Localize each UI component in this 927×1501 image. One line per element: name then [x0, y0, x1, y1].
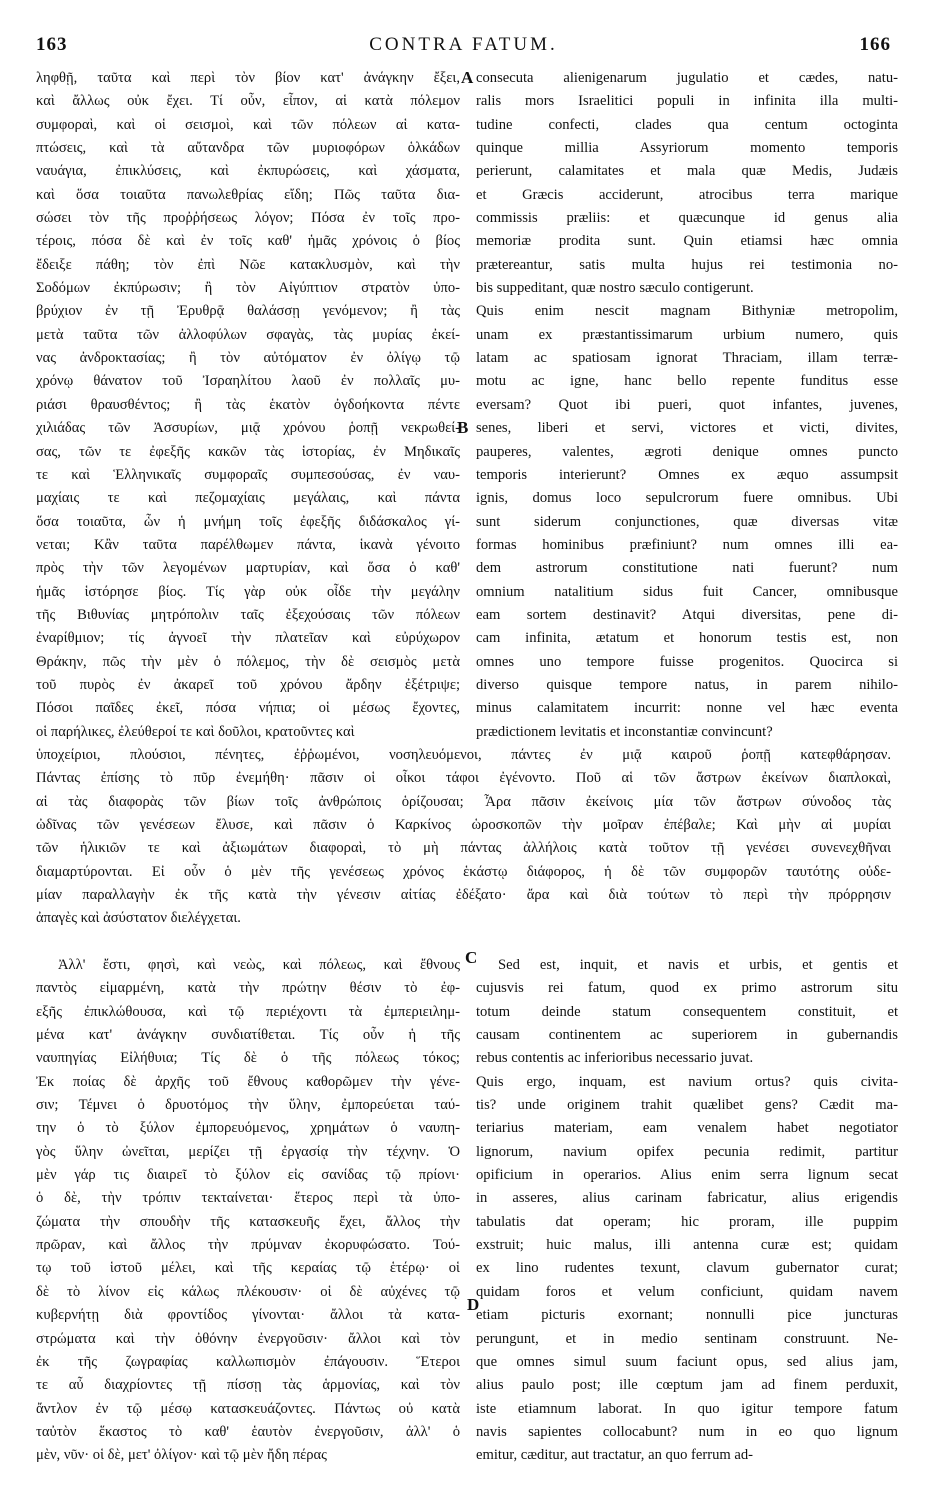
text-line: perierunt, calamitates et mala quæ Medis, Judæis	[476, 163, 898, 180]
text-line: πρὸς τὴν τῶν λεγομένων μαρτυρίαν, καὶ ὅσα ὁ καθ'	[36, 560, 460, 577]
text-line: νας ἀνδροκτασίας; ἢ τὸν αὐτόματον ἐν ὀλίγῳ τῷ	[36, 350, 460, 367]
text-line: ἀπαγὲς καὶ ἀσύστατον διελέγχεται.	[36, 910, 241, 927]
text-line: ριάσι θραυσθέντος; ἢ τὰς ἑκατὸν ὀγδοήκοντα πέντε	[36, 396, 460, 413]
text-line: Θράκην, πῶς τὴν μὲν ὁ πόλεμος, τὴν δὲ σεισμὸς μετὰ	[36, 653, 460, 670]
text-line: τοῦ πυρὸς ἐν ἀκαρεῖ τοῦ χρόνου ἄρδην ἐξέτριψε;	[36, 676, 460, 693]
text-line: Quis ergo, inquam, est navium ortus? quis civita-	[476, 1073, 898, 1090]
text-line: Πάντας ἐπίσης τὸ πῦρ ἐνεμήθη· πᾶσιν οἱ οἶκοι τάφοι ἐγένοντο. Ποῦ αἱ τῶν ἄστρων ἐκείνων διαπλοκαὶ,	[36, 770, 891, 787]
text-line: motu ac igne, hanc bello repente funditus esse	[476, 373, 898, 390]
text-line: eversam? Quot ibi pueri, quot infantes, juvenes,	[476, 396, 898, 413]
text-line: στρώματα καὶ τὴν ὀθόνην ἐνεργοῦσιν· ἄλλοι καὶ τὸν	[36, 1330, 460, 1347]
text-line: Sed est, inquit, et navis et urbis, et gentis et	[498, 957, 898, 973]
text-line: que omnes simul suum faciunt opus, sed alius jam,	[476, 1353, 898, 1370]
text-line: lignorum, navium opifex pecunia redimit, partitur	[476, 1143, 898, 1160]
text-line: tis? unde originem trahit quælibet gens? Cædit ma-	[476, 1097, 898, 1114]
text-line: opificium in operarios. Alius enim serra lignum secat	[476, 1167, 898, 1184]
text-line: τε καὶ Ἑλληνικαῖς συμφοραῖς συμπεσούσας, ἐν ναυ-	[36, 466, 460, 483]
text-line: memoriæ prodita sunt. Quin etiamsi hæc omnia	[476, 233, 898, 250]
running-title: CONTRA FATUM.	[369, 34, 558, 55]
text-line: cujusvis rei fatum, quod ex primo astrorum situ	[476, 980, 898, 997]
text-line: μετὰ ταῦτα τῶν ἀλλοφύλων σφαγὰς, τὰς μυρίας ἐκεί-	[36, 326, 460, 343]
text-line: χιλιάδας τῶν Ἀσσυρίων, μιᾷ χρόνου ῥοπῇ νεκρωθεί-	[36, 420, 460, 437]
text-line: exstruit; huic malus, illi antenna curæ est; quidam	[476, 1237, 898, 1254]
text-line: perungunt, et in medio sentinam construunt. Ne-	[476, 1330, 898, 1347]
text-line: τῳ τοῦ ἱστοῦ μέλει, καὶ τῆς κεραίας τῷ ἑτέρῳ· οἱ	[36, 1260, 460, 1277]
text-line: rebus contentis ac inferioribus necessario juvat.	[476, 1050, 754, 1067]
text-line: ἔδειξε πάθη; τὸν ἐπὶ Νῶε κατακλυσμὸν, καὶ τὴν	[36, 256, 460, 273]
text-line: ὁ δὲ, τὴν τρόπιν τεκταίνεται· ἕτερος περὶ τὰ ὑπο-	[36, 1190, 460, 1207]
greek-full-width-block	[36, 744, 891, 931]
text-line: ἐκ τῆς ζωγραφίας καλλωπισμὸν ἐπάγουσιν. Ἕτεροι	[36, 1353, 460, 1370]
section-marker-a: A	[461, 68, 474, 87]
text-line: navis sapientes collocabunt? num in eo quo lignum	[476, 1423, 898, 1440]
text-line: μὲν, νῦν· οἱ δὲ, μετ' ὀλίγον· καὶ τῷ μὲν ἤδη πέρας	[36, 1447, 327, 1464]
text-line: in asseres, alius carinam fabricatur, alius erigendis	[476, 1190, 898, 1207]
section-marker-c: C	[465, 948, 478, 967]
text-line: senes, liberi et servi, victores et victi, divites,	[476, 420, 898, 437]
text-line: γὸς ὕλην ὠνεῖται, μερίζει τῇ ἐργασίᾳ τὴν τέχνην. Ὁ	[36, 1143, 460, 1160]
text-line: μένα κατ' ἀνάγκην συνδιατίθεται. Τίς οὖν ἡ τῆς	[36, 1027, 460, 1044]
text-line: totum deinde statum consequentem constituit, et	[476, 1003, 898, 1020]
text-line: χρόνῳ θάνατον τοῦ Ἰσραηλίτου λαοῦ ἐν πολλαῖς μυ-	[36, 373, 460, 390]
text-line: omnium natalitium sidus fuit Cancer, omnibusque	[476, 583, 898, 600]
text-line: καὶ ἄλλως οὐκ ἔχει. Τί οὖν, εἶπον, αἱ κατὰ πόλεμον	[36, 93, 460, 110]
text-line: teriarius materiam, eam venalem habet negotiator	[476, 1120, 898, 1137]
text-line: Πόσοι παῖδες ἐκεῖ, πόσα νήπια; οἱ μέσως ἔχοντες,	[36, 700, 460, 717]
text-line: alius paulo post; ille cœptum jam ad finem perduxit,	[476, 1377, 898, 1394]
text-line: τῆς Βιθυνίας μητρόπολιν ταῖς ἐξεχούσαις τῶν πόλεων	[36, 606, 460, 623]
text-line: tabulatis dat operam; hic proram, ille puppim	[476, 1213, 898, 1230]
text-line: iste etiamnum laborat. In quo igitur tempore fatum	[476, 1400, 898, 1417]
text-line: την ὁ τὸ ξύλον ἐμπορευόμενος, χρημάτων ὁ ναυπη-	[36, 1120, 460, 1137]
text-line: αἱ τὰς διαφορὰς τῶν βίων τοῖς ἀνθρώποις ὁρίζουσαι; Ἆρα πᾶσιν ἐκείνοις μία τῶν ἄστρων σύνοδος τὰς	[36, 793, 891, 810]
text-line: πτώσεις, καὶ τὰ αὔτανδρα τῶν μυριοφόρων ὁλκάδων	[36, 140, 460, 157]
greek-column-bottom	[36, 954, 460, 1468]
text-line: ταὐτὸν ἕκαστος τὸ καθ' ἑαυτὸν ἐνεργοῦσιν, ἀλλ' ὁ	[36, 1423, 460, 1440]
latin-column-top	[476, 67, 898, 744]
text-line: ναυπηγίας Εἰλήθυια; Τίς δὲ ὁ τῆς πόλεως τόκος;	[36, 1050, 460, 1067]
text-line: minus calamitatem incurrit: nonne vel hæc eventa	[476, 700, 898, 717]
text-line: τε αὖ διαχρίοντες τῇ πίσσῃ τὰς ἁρμονίας, καὶ τὸν	[36, 1377, 460, 1394]
text-line: pauperes, valentes, ægroti denique omnes puncto	[476, 443, 898, 460]
text-line: etiam picturis exornant; nonnulli pice juncturas	[476, 1307, 898, 1324]
text-line: κυβερνήτῃ διὰ φροντίδος γίνονται· ἄλλοι τὰ κατα-	[36, 1307, 460, 1324]
text-line: οἱ παρήλικες, ἐλεύθεροί τε καὶ δοῦλοι, κρατοῦντες καὶ	[36, 723, 355, 740]
text-line: emitur, cæditur, aut tractatur, an quo ferrum ad-	[476, 1447, 754, 1464]
latin-column-bottom	[476, 954, 898, 1468]
left-page-number: 163	[36, 34, 68, 55]
text-line: sunt siderum conjunctiones, quæ diversas vitæ	[476, 513, 898, 530]
text-line: πρῶραν, καὶ ἄλλος τὴν πρύμναν ἐκορυφώσατο. Τού-	[36, 1237, 460, 1254]
text-line: unam ex præstantissimarum urbium numero, quis	[476, 326, 898, 343]
right-page-number: 166	[859, 34, 891, 55]
text-line: σιν; Τέμνει ὁ δρυοτόμος τὴν ὕλην, ἐμπορεύεται ταύ-	[36, 1097, 460, 1114]
text-line: quinque millia Assyriorum momento temporis	[476, 140, 898, 157]
text-line: παντὸς εἱμαρμένη, κατὰ τὴν πρώτην θέσιν τὸ ἐφ-	[36, 980, 460, 997]
greek-column-top	[36, 67, 460, 744]
text-line: ναυάγια, ἐπικλύσεις, καὶ ἐκπυρώσεις, καὶ χάσματα,	[36, 163, 460, 180]
text-line: καὶ ὅσα τοιαῦτα πανωλεθρίας εἴδη; Πῶς ταῦτα δια-	[36, 186, 460, 203]
text-line: ralis mors Israelitici populi in infinita illa multi-	[476, 93, 898, 110]
text-line: σας, τῶν τε ἐφεξῆς κακῶν τὰς ἱστορίας, ἐν Μηδικαῖς	[36, 443, 460, 460]
text-line: ληφθῇ, ταῦτα καὶ περὶ τὸν βίον κατ' ἀνάγκην ἔξει,	[36, 70, 460, 86]
section-marker-d: D	[467, 1295, 480, 1314]
section-marker-b: B	[457, 418, 469, 437]
text-line: δὲ τὸ λίνον εἰς κάλως πλέκουσιν· οἱ δὲ αὐχένες τῷ	[36, 1283, 460, 1300]
text-line: causam continentem ac superiorem in gubernandis	[476, 1027, 898, 1044]
text-line: eam sortem destinavit? Atqui diversitas, pene di-	[476, 606, 898, 623]
text-line: commissis præliis: et quæcunque id genus alia	[476, 210, 898, 227]
text-line: formas hominibus præfiniunt? num omnes illi ea-	[476, 536, 898, 553]
text-line: bis suppeditant, quæ nostro sæculo contigerunt.	[476, 280, 754, 297]
text-line: et Græcis acciderunt, atrocibus terra marique	[476, 186, 898, 203]
text-line: συμφοραὶ, καὶ οἱ σεισμοὶ, καὶ τῶν πόλεων αἱ κατα-	[36, 116, 460, 133]
text-line: tudine confecti, clades qua centum octoginta	[476, 116, 898, 133]
text-line: dem astrorum constitutione nati fuerunt? num	[476, 560, 898, 577]
text-line: ὅσα τοιαῦτα, ὧν ἡ μνήμη τοῖς ἐφεξῆς διδάσκαλος γί-	[36, 513, 460, 530]
text-line: μίαν παραλλαγὴν ἐκ τῆς κατὰ τὴν γένεσιν αἰτίας ἐδέξατο· ἄρα καὶ διὰ τούτων τὸ περὶ τὴν πρόρρησιν	[36, 887, 891, 904]
text-line: quidam foros et velum conficiunt, quidam navem	[476, 1283, 898, 1300]
text-line: μὲν γάρ τις διαιρεῖ τὸ ξύλον εἰς σανίδας τῷ πρίονι·	[36, 1167, 460, 1184]
text-line: ἄντλον ἐν τῷ μέσῳ κατασκευάζοντες. Πάντως οὐ κατὰ	[36, 1400, 460, 1417]
text-line: consecuta alienigenarum jugulatio et cædes, natu-	[476, 70, 898, 86]
text-line: temporis interierunt? Omnes ex æquo assumpsit	[476, 466, 898, 483]
text-line: ὠδῖνας τῶν γενέσεων ἔλυσε, καὶ πᾶσιν ὁ Καρκίνος ὡροσκοπῶν τὴν μοῖραν ἐπέβαλε; Καὶ μὴν αἱ μυρίαι	[36, 817, 891, 834]
text-line: omnes uno tempore fuisse progenitos. Quocirca si	[476, 653, 898, 670]
text-line: prætereantur, satis multa hujus rei testimonia no-	[476, 256, 898, 273]
text-line: μαχίαις τε καὶ πεζομαχίαις μεγάλαις, καὶ πάντα	[36, 490, 460, 507]
text-line: διαμαρτύρονται. Εἰ οὖν ὁ μὲν τῆς γενέσεως χρόνος ἑκάστῳ διάφορος, ἡ δὲ τῶν συμφορῶν ταυτότης οὐδε-	[36, 863, 891, 880]
text-line: ζώματα τὴν σπουδὴν τῆς κατασκευῆς ἔχει, ἄλλος τὴν	[36, 1213, 460, 1230]
text-line: ἡμᾶς ἱστόρησε βίος. Τίς γὰρ οὐκ οἶδε τὴν μεγάλην	[36, 583, 460, 600]
text-line: ἐναρίθμιον; τίς ἀγνοεῖ τὴν πλατεῖαν καὶ εὐρύχωρον	[36, 630, 460, 647]
text-line: σώσει τὸν τῆς προῤῥήσεως λόγον; Πόσα ἐν τοῖς προ-	[36, 210, 460, 227]
text-line: Quis enim nescit magnam Bithyniæ metropolim,	[476, 303, 898, 320]
text-line: Ἀλλ' ἔστι, φησὶ, καὶ νεὼς, καὶ πόλεως, καὶ ἔθνους	[58, 957, 460, 973]
text-line: ex lino rudentes texunt, clavum gubernator curat;	[476, 1260, 898, 1277]
text-line: diverso quisque tempore natus, in parem nihilo-	[476, 676, 898, 693]
text-line: τέροις, πόσα δὲ καὶ ἐν τοῖς καθ' ἡμᾶς χρόνοις ὁ βίος	[36, 233, 460, 250]
text-line: ignis, domus loco sepulcrorum fuere omnibus. Ubi	[476, 490, 898, 507]
text-line: Ἐκ ποίας δὲ ἀρχῆς τοῦ ἔθνους καθορῶμεν τὴν γένε-	[36, 1073, 460, 1090]
text-line: prædictionem levitatis et inconstantiæ convincunt?	[476, 723, 773, 740]
text-line: νεται; Κἂν ταῦτα παρέλθωμεν πάντα, ἱκανὰ γένοιτο	[36, 536, 460, 553]
text-line: βρύχιον ἐν τῇ Ἐρυθρᾷ θαλάσσῃ γενόμενον; ἢ τὰς	[36, 303, 460, 320]
text-line: latam ac spatiosam ignorat Thraciam, illam terræ-	[476, 350, 898, 367]
text-line: εξῆς ἐπικλώθουσα, καὶ τῷ περιέχοντι τὰ ἐμπεριειλημ-	[36, 1003, 460, 1020]
text-line: ὑποχείριοι, πλούσιοι, πένητες, ἐῤῥωμένοι, νοσηλευόμενοι, πάντες ἐν μιᾷ καιροῦ ῥοπῇ κατεφθάρησαν.	[36, 747, 891, 763]
text-line: cam infinita, ætatum et honorum testis est, non	[476, 630, 898, 647]
text-line: Σοδόμων ἐκπύρωσιν; ἢ τὸν Αἰγύπτιον στρατὸν ὑπο-	[36, 280, 460, 297]
text-line: τῶν ἡλικιῶν τε καὶ ἀξιωμάτων διαφοραὶ, τὸ μὴ πάντας ἀλλήλοις κατὰ τοῦτον τῇ γενέσει συνενεχθῆναι	[36, 840, 891, 857]
